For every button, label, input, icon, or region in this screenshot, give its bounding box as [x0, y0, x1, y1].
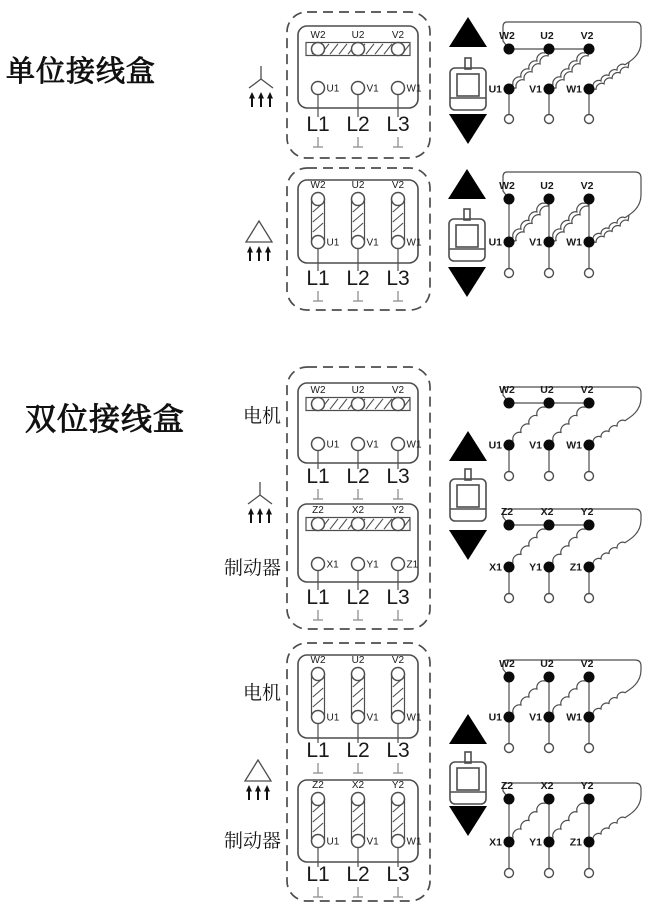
junction-dot [504, 672, 515, 683]
winding-coil [589, 690, 629, 717]
terminal-screw [312, 793, 325, 806]
supply-terminal [505, 594, 514, 603]
winding-label-bottom: V1 [529, 236, 542, 249]
terminal-screw [352, 236, 365, 249]
delta-glyph [246, 221, 272, 242]
terminal-label-bottom: Y1 [366, 559, 379, 571]
terminal-screw [312, 668, 325, 681]
junction-dot [584, 44, 595, 55]
winding-label-top: V2 [580, 180, 594, 192]
supply-terminal [505, 869, 514, 878]
terminal-label-top: V2 [391, 385, 405, 396]
supply-label: L1 [306, 739, 330, 762]
winding-label-top: V2 [580, 30, 594, 42]
hoist-motor-icon [449, 209, 485, 261]
winding-label-top: V2 [580, 384, 594, 396]
terminal-label-top: W2 [310, 655, 326, 666]
phase-arrow-head [266, 508, 272, 515]
terminal-label-bottom: V1 [366, 83, 379, 95]
raise-arrow-icon [449, 17, 487, 47]
junction-dot [504, 562, 515, 573]
terminal-screw [352, 43, 365, 56]
supply-terminal [545, 594, 554, 603]
motor-label: 电机 [242, 683, 281, 704]
junction-dot [584, 440, 595, 451]
delta-connection-icon [245, 760, 271, 800]
single-box-title: 单位接线盒 [6, 56, 157, 88]
junction-dot [584, 837, 595, 848]
terminal-label-top: U2 [351, 180, 365, 191]
phase-return-wire [503, 172, 641, 215]
junction-dot [584, 194, 595, 205]
terminal-label-top: U2 [351, 30, 365, 41]
winding-label-top: U2 [540, 30, 554, 42]
winding-label-bottom: U1 [488, 711, 502, 724]
terminal-box-motor [298, 655, 422, 773]
section-double-star [248, 367, 641, 629]
lower-arrow-icon [449, 114, 487, 144]
junction-dot [544, 562, 555, 573]
junction-dot [544, 672, 555, 683]
supply-terminal [585, 869, 594, 878]
junction-dot [544, 440, 555, 451]
terminal-screw [392, 558, 405, 571]
brake-label: 制动器 [223, 558, 281, 579]
winding-label-bottom: W1 [566, 83, 582, 96]
winding-coil [589, 540, 629, 567]
phase-arrow-head [248, 508, 254, 515]
terminal-label-top: V2 [391, 655, 405, 666]
winding-label-top: Z2 [500, 780, 514, 792]
terminal-screw [312, 398, 325, 411]
terminal-screw [392, 43, 405, 56]
winding-label-top: W2 [499, 180, 515, 192]
supply-label: L1 [306, 113, 330, 136]
phase-arrow-head [246, 785, 252, 792]
supply-terminal [505, 269, 514, 278]
terminal-label-bottom: V1 [366, 836, 379, 848]
terminal-screw [352, 793, 365, 806]
delta-connection-icon [246, 221, 272, 261]
winding-coil [589, 215, 629, 242]
lower-arrow-icon [449, 806, 487, 836]
terminal-label-bottom: U1 [326, 237, 340, 249]
winding-label-bottom: U1 [488, 439, 502, 452]
terminal-screw [352, 398, 365, 411]
winding-coil [589, 418, 629, 445]
winding-label-top: U2 [540, 658, 554, 670]
winding-label-top: Y2 [580, 780, 594, 792]
winding-diagram [489, 172, 641, 278]
terminal-label-top: V2 [391, 30, 405, 41]
terminal-label-bottom: U1 [326, 712, 340, 724]
terminal-label-bottom: W1 [406, 439, 422, 451]
phase-arrow-head [255, 785, 261, 792]
junction-dot [504, 440, 515, 451]
terminal-screw [392, 711, 405, 724]
terminal-screw [352, 438, 365, 451]
winding-label-bottom: X1 [489, 836, 502, 849]
phase-arrow-head [264, 785, 270, 792]
star-glyph [249, 66, 273, 88]
junction-dot [544, 237, 555, 248]
junction-dot [504, 84, 515, 95]
junction-dot [584, 237, 595, 248]
supply-terminal [585, 472, 594, 481]
junction-dot [544, 398, 555, 409]
winding-label-bottom: W1 [566, 439, 582, 452]
junction-dot [584, 712, 595, 723]
motor-label: 电机 [242, 406, 281, 427]
terminal-screw [392, 668, 405, 681]
winding-label-bottom: U1 [488, 236, 502, 249]
junction-dot [544, 84, 555, 95]
phase-return-wire [503, 660, 641, 690]
terminal-label-top: V2 [391, 180, 405, 191]
star-connection-icon [249, 66, 273, 107]
supply-label: L1 [306, 465, 330, 488]
terminal-screw [352, 668, 365, 681]
supply-label: L3 [386, 586, 410, 609]
winding-label-bottom: U1 [488, 83, 502, 96]
hoist-motor-icon [450, 469, 486, 521]
phase-arrow-head [256, 246, 262, 253]
supply-terminal [545, 869, 554, 878]
terminal-label-top: Y2 [391, 780, 405, 791]
winding-label-top: X2 [540, 506, 554, 518]
supply-label: L2 [346, 863, 370, 886]
junction-dot [584, 562, 595, 573]
phase-arrow-head [258, 92, 264, 99]
terminal-screw [392, 518, 405, 531]
terminal-label-top: W2 [310, 385, 326, 396]
terminal-screw [392, 835, 405, 848]
winding-label-top: W2 [499, 30, 515, 42]
winding-coil [589, 815, 629, 842]
junction-dot [504, 44, 515, 55]
winding-label-bottom: W1 [566, 711, 582, 724]
terminal-label-top: W2 [310, 180, 326, 191]
phase-return-wire [503, 22, 641, 62]
winding-label-top: X2 [540, 780, 554, 792]
junction-dot [584, 84, 595, 95]
terminal-screw [312, 43, 325, 56]
terminal-label-bottom: Z1 [406, 559, 419, 571]
winding-diagram [489, 506, 641, 603]
section-single-star [249, 12, 641, 158]
terminal-label-bottom: V1 [366, 712, 379, 724]
supply-terminal [585, 269, 594, 278]
terminal-label-bottom: W1 [406, 836, 422, 848]
terminal-screw [352, 193, 365, 206]
terminal-box-single [298, 180, 422, 301]
terminal-screw [352, 711, 365, 724]
raise-arrow-icon [449, 714, 487, 744]
phase-arrow-head [265, 246, 271, 253]
winding-label-bottom: V1 [529, 711, 542, 724]
junction-dot [504, 194, 515, 205]
winding-label-top: V2 [580, 658, 594, 670]
terminal-screw [392, 793, 405, 806]
supply-label: L3 [386, 739, 410, 762]
terminal-label-bottom: U1 [326, 83, 340, 95]
winding-label-top: Z2 [500, 506, 514, 518]
junction-dot [504, 237, 515, 248]
hoist-window [457, 74, 479, 96]
supply-label: L1 [306, 586, 330, 609]
terminal-screw [312, 236, 325, 249]
terminal-label-top: Z2 [312, 505, 324, 516]
phase-arrow-head [247, 246, 253, 253]
supply-terminal [545, 269, 554, 278]
terminal-screw [352, 558, 365, 571]
terminal-label-top: X2 [351, 780, 365, 791]
terminal-screw [352, 82, 365, 95]
terminal-screw [392, 438, 405, 451]
supply-terminal [585, 594, 594, 603]
terminal-label-bottom: U1 [326, 836, 340, 848]
winding-label-bottom: V1 [529, 83, 542, 96]
terminal-screw [392, 82, 405, 95]
winding-label-bottom: W1 [566, 236, 582, 249]
supply-terminal [545, 115, 554, 124]
supply-terminal [505, 472, 514, 481]
lower-arrow-icon [448, 267, 486, 297]
terminal-label-top: U2 [351, 385, 365, 396]
terminal-screw [312, 193, 325, 206]
terminal-screw [312, 438, 325, 451]
brake-label: 制动器 [223, 831, 281, 852]
hoist-window [457, 768, 479, 790]
terminal-label-top: W2 [310, 30, 326, 41]
winding-diagram [489, 384, 641, 481]
lower-arrow-icon [449, 530, 487, 560]
supply-label: L2 [346, 739, 370, 762]
supply-label: L3 [386, 465, 410, 488]
junction-dot [504, 712, 515, 723]
terminal-screw [352, 835, 365, 848]
hoist-window [457, 485, 479, 507]
terminal-label-top: X2 [351, 505, 365, 516]
terminal-screw [312, 835, 325, 848]
terminal-label-top: Z2 [312, 780, 324, 791]
winding-label-bottom: X1 [489, 561, 502, 574]
winding-label-top: W2 [499, 384, 515, 396]
terminal-label-bottom: X1 [326, 559, 339, 571]
winding-coil [589, 62, 629, 89]
supply-label: L3 [386, 267, 410, 290]
supply-terminal [505, 744, 514, 753]
hoist-motor-icon [450, 58, 486, 110]
terminal-label-bottom: W1 [406, 712, 422, 724]
junction-dot [544, 837, 555, 848]
winding-diagram [489, 22, 641, 124]
winding-label-bottom: V1 [529, 439, 542, 452]
terminal-screw [392, 398, 405, 411]
terminal-box-single [298, 26, 422, 147]
supply-terminal [585, 744, 594, 753]
terminal-label-bottom: W1 [406, 83, 422, 95]
winding-label-top: Y2 [580, 506, 594, 518]
terminal-box-motor [298, 383, 422, 499]
winding-label-top: W2 [499, 658, 515, 670]
terminal-box-brake [298, 504, 419, 620]
supply-terminal [585, 115, 594, 124]
double-box-title: 双位接线盒 [25, 402, 185, 437]
supply-label: L2 [346, 267, 370, 290]
supply-label: L3 [386, 113, 410, 136]
supply-terminal [505, 115, 514, 124]
junction-dot [504, 794, 515, 805]
raise-arrow-icon [448, 169, 486, 199]
terminal-box-brake [298, 780, 422, 897]
supply-label: L2 [346, 586, 370, 609]
supply-terminal [545, 744, 554, 753]
junction-dot [544, 194, 555, 205]
terminal-screw [352, 518, 365, 531]
terminal-screw [392, 193, 405, 206]
winding-label-bottom: Z1 [569, 561, 582, 574]
terminal-label-bottom: W1 [406, 237, 422, 249]
supply-label: L3 [386, 863, 410, 886]
junction-dot [504, 837, 515, 848]
raise-arrow-icon [449, 431, 487, 461]
terminal-screw [392, 236, 405, 249]
terminal-screw [312, 518, 325, 531]
junction-dot [584, 398, 595, 409]
hoist-window [456, 225, 478, 247]
terminal-label-bottom: U1 [326, 439, 340, 451]
supply-terminal [545, 472, 554, 481]
phase-return-wire [503, 783, 641, 815]
winding-diagram [489, 780, 641, 878]
supply-label: L1 [306, 267, 330, 290]
supply-label: L2 [346, 465, 370, 488]
phase-arrow-head [267, 92, 273, 99]
winding-label-top: U2 [540, 384, 554, 396]
junction-dot [544, 520, 555, 531]
supply-label: L2 [346, 113, 370, 136]
junction-dot [584, 672, 595, 683]
winding-label-bottom: Y1 [529, 836, 542, 849]
terminal-screw [312, 558, 325, 571]
junction-dot [504, 398, 515, 409]
terminal-label-top: Y2 [391, 505, 405, 516]
section-double-delta [245, 643, 641, 901]
terminal-screw [312, 82, 325, 95]
winding-diagram [489, 658, 641, 753]
junction-dot [544, 794, 555, 805]
junction-dot [584, 520, 595, 531]
junction-dot [544, 44, 555, 55]
terminal-label-bottom: V1 [366, 439, 379, 451]
supply-label: L1 [306, 863, 330, 886]
star-glyph [248, 482, 272, 504]
winding-label-bottom: Y1 [529, 561, 542, 574]
terminal-label-top: U2 [351, 655, 365, 666]
phase-arrow-head [257, 508, 263, 515]
section-single-delta [246, 168, 641, 310]
junction-dot [544, 712, 555, 723]
hoist-motor-icon [450, 752, 486, 804]
star-connection-icon [248, 482, 272, 523]
junction-dot [584, 794, 595, 805]
terminal-label-bottom: V1 [366, 237, 379, 249]
phase-arrow-head [249, 92, 255, 99]
delta-glyph [245, 760, 271, 781]
terminal-screw [312, 711, 325, 724]
junction-dot [504, 520, 515, 531]
winding-label-bottom: Z1 [569, 836, 582, 849]
winding-label-top: U2 [540, 180, 554, 192]
